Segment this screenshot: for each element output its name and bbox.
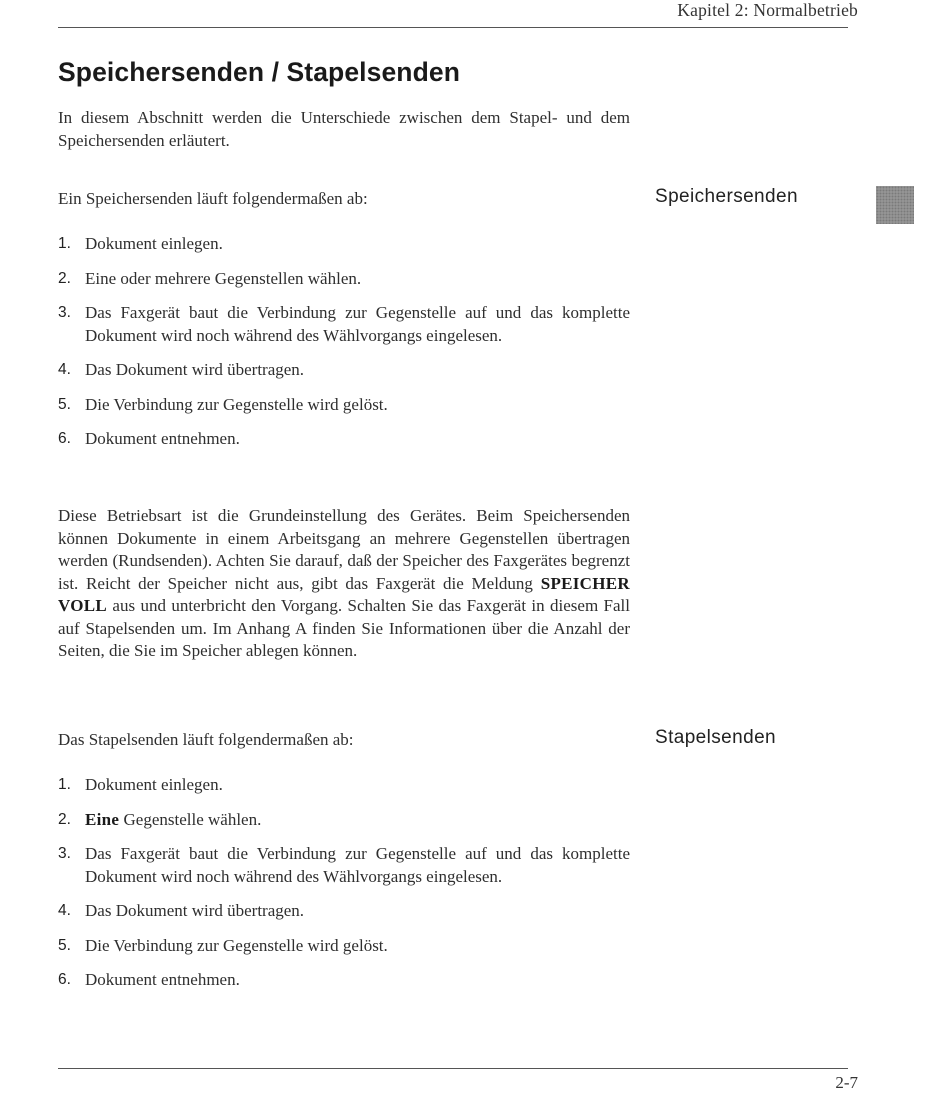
step-number: 2. xyxy=(58,269,71,287)
speicher-lead: Ein Speichersenden läuft folgendermaßen ab: xyxy=(58,189,368,208)
step-text: Das Faxgerät baut die Verbindung zur Gegenstelle auf und das komplette Dokument wird noch während des Wählvorgangs eingelesen. xyxy=(85,844,630,886)
margin-label-speichersenden: Speichersenden xyxy=(655,186,798,207)
speicher-steps-block xyxy=(58,233,630,451)
step-emphasis: Eine xyxy=(85,809,120,829)
step-number: 1. xyxy=(58,235,71,252)
page-number: 2-7 xyxy=(835,1073,858,1092)
step-text: Das Dokument wird übertragen. xyxy=(85,901,305,920)
speicher-step-list xyxy=(58,233,630,451)
step-text: Das Faxgerät baut die Verbindung zur Gegenstelle auf und das komplette Dokument wird noch während des Wählvorgangs eingelesen. xyxy=(85,303,630,345)
step-number: 5. xyxy=(58,936,71,954)
step-number: 5. xyxy=(58,395,71,413)
step-text: Dokument entnehmen. xyxy=(85,970,240,989)
list-item xyxy=(58,935,630,958)
stapel-steps-block xyxy=(58,774,630,992)
margin-label-stapelsenden: Stapelsenden xyxy=(655,727,777,748)
list-item xyxy=(58,394,630,417)
step-text: Dokument entnehmen. xyxy=(85,429,240,448)
list-item xyxy=(58,359,630,382)
section-title: Speichersenden / Stapelsenden xyxy=(58,57,461,87)
chapter-thumb-tab xyxy=(876,186,914,224)
list-item xyxy=(58,900,630,923)
stapel-lead: Das Stapelsenden läuft folgendermaßen ab: xyxy=(58,730,354,749)
note-text-2: aus und unterbricht den Vorgang. Schalten Sie das Faxgerät in diesem Fall auf Stapelsenden um. Im Anhang A finden Sie Informationen über die Anzahl der Seiten, die Sie im Speicher ablegen können. xyxy=(58,596,630,660)
speicher-note-paragraph xyxy=(58,505,630,663)
speicher-note-block xyxy=(58,505,630,663)
list-item xyxy=(58,774,630,797)
step-text: Dokument einlegen. xyxy=(85,775,223,794)
step-number: 6. xyxy=(58,430,71,447)
header-rule xyxy=(58,27,848,28)
step-text: Eine oder mehrere Gegenstellen wählen. xyxy=(85,268,362,288)
step-text: Dokument einlegen. xyxy=(85,234,223,253)
intro-paragraph: In diesem Abschnitt werden die Unterschiede zwischen dem Stapel- und dem Speichersenden erläutert. xyxy=(58,108,630,150)
list-item xyxy=(58,233,630,256)
step-text: Das Dokument wird übertragen. xyxy=(85,360,305,379)
step-number: 6. xyxy=(58,971,71,988)
step-text: Die Verbindung zur Gegenstelle wird gelöst. xyxy=(85,394,388,414)
list-item xyxy=(58,428,630,451)
step-text: Gegenstelle wählen. xyxy=(119,809,262,829)
list-item xyxy=(58,268,630,291)
step-number: 3. xyxy=(58,304,71,321)
step-number: 3. xyxy=(58,845,71,862)
list-item xyxy=(58,302,630,347)
list-item xyxy=(58,969,630,992)
step-number: 4. xyxy=(58,902,71,919)
step-number: 2. xyxy=(58,810,71,828)
stapel-step-list xyxy=(58,774,630,992)
footer-rule xyxy=(58,1068,848,1069)
step-number: 1. xyxy=(58,776,71,793)
stapel-lead-block xyxy=(58,729,630,752)
list-item xyxy=(58,843,630,888)
list-item xyxy=(58,809,630,832)
message-speicher-voll: SPEICHER VOLL xyxy=(58,573,630,615)
step-number: 4. xyxy=(58,361,71,378)
step-text: Die Verbindung zur Gegenstelle wird gelöst. xyxy=(85,935,388,955)
intro-block xyxy=(58,107,630,152)
running-header: Kapitel 2: Normalbetrieb xyxy=(677,0,858,20)
note-text-1: Diese Betriebsart ist die Grundeinstellung des Gerätes. Beim Speichersenden können Dokumente in einem Arbeitsgang an mehrere Gegenstellen übertragen werden (Rundsenden). Achten Sie darauf, daß der Speicher des Faxgerätes begrenzt ist. Reicht der Speicher nicht aus, gibt das Faxgerät die Meldung xyxy=(58,506,630,593)
speicher-lead-block xyxy=(58,188,630,211)
